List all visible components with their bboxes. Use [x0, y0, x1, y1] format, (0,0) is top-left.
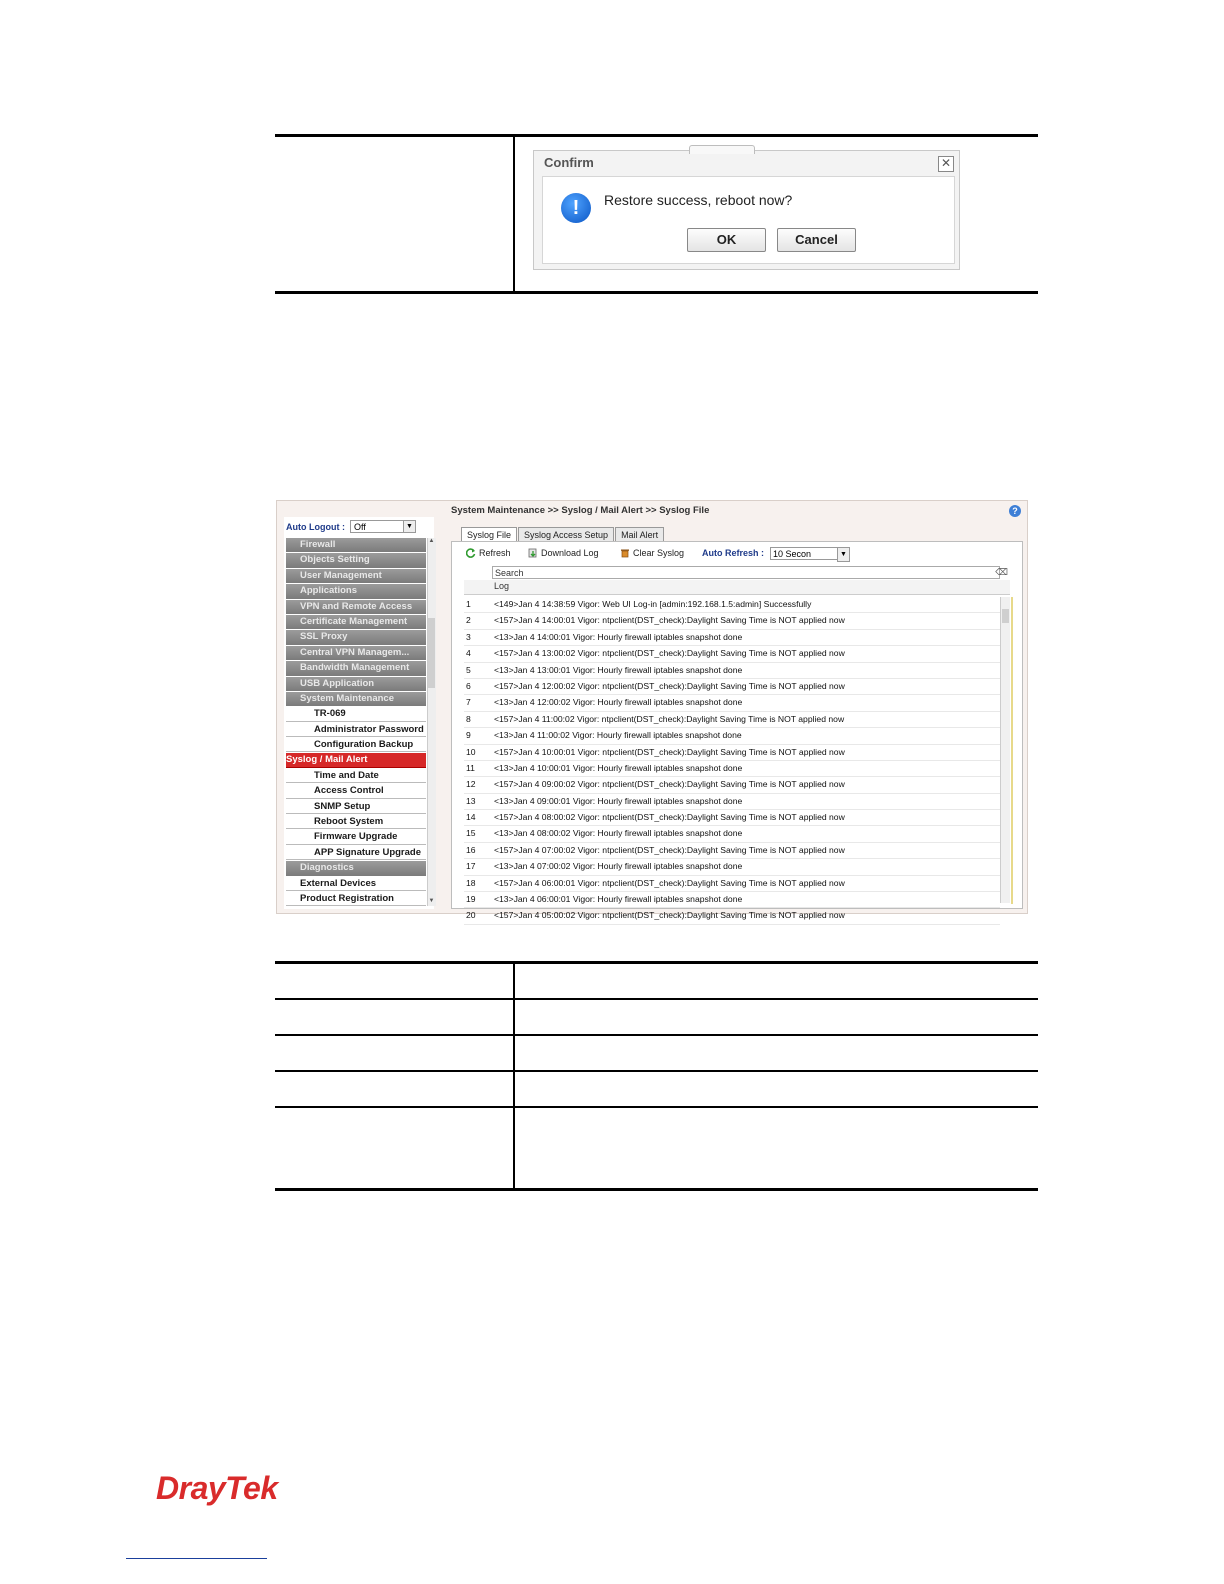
table-row[interactable]	[464, 859, 1000, 875]
sidebar-item[interactable]: Firmware Upgrade	[286, 830, 426, 844]
row-number: 19	[466, 894, 476, 905]
sidebar-item[interactable]: Syslog / Mail Alert	[286, 753, 426, 767]
table-row[interactable]	[464, 630, 1000, 646]
sidebar-item[interactable]: APP Signature Upgrade	[286, 846, 426, 860]
sidebar-item[interactable]: SSL Proxy	[286, 630, 426, 644]
refresh-icon	[466, 548, 476, 558]
row-number: 14	[466, 812, 476, 823]
dialog-message: Restore success, reboot now?	[604, 192, 793, 208]
log-text: <13>Jan 4 07:00:02 Vigor: Hourly firewall iptables snapshot done	[494, 861, 743, 872]
table-row[interactable]	[464, 843, 1000, 859]
breadcrumb: System Maintenance >> Syslog / Mail Alert >> Syslog File	[451, 505, 710, 516]
scroll-up-icon[interactable]: ▲	[428, 538, 435, 544]
sidebar-item[interactable]: Reboot System	[286, 815, 426, 829]
log-header	[464, 580, 1010, 595]
row-number: 20	[466, 910, 476, 921]
sidebar-item[interactable]: User Management	[286, 569, 426, 583]
table-row-divider	[275, 1106, 1038, 1108]
row-number: 13	[466, 795, 476, 806]
log-grid	[464, 566, 1010, 921]
sidebar-item[interactable]: Central VPN Managem...	[286, 646, 426, 660]
underlying-button-edge	[689, 145, 755, 154]
table-row[interactable]	[464, 777, 1000, 793]
log-text: <13>Jan 4 14:00:01 Vigor: Hourly firewall iptables snapshot done	[494, 631, 743, 642]
auto-logout-select[interactable]	[350, 520, 416, 533]
table-row[interactable]	[464, 810, 1000, 826]
sidebar-item[interactable]: Administrator Password	[286, 723, 426, 737]
syslog-panel	[451, 541, 1023, 921]
auto-refresh-select[interactable]	[770, 547, 847, 560]
tab-bar	[461, 525, 665, 540]
table-row[interactable]	[464, 761, 1000, 777]
table-divider	[513, 137, 515, 291]
scroll-down-icon[interactable]: ▼	[428, 898, 435, 904]
scroll-thumb[interactable]	[428, 618, 435, 688]
refresh-label: Refresh	[479, 548, 511, 558]
table-row[interactable]	[464, 695, 1000, 711]
row-number: 16	[466, 844, 476, 855]
table-row[interactable]	[464, 597, 1000, 613]
log-text: <157>Jan 4 07:00:02 Vigor: ntpclient(DST_check):Daylight Saving Time is NOT applied now	[494, 844, 845, 855]
table-row[interactable]	[464, 745, 1000, 761]
router-screenshot	[276, 500, 1028, 921]
sidebar-item[interactable]: External Devices	[286, 877, 426, 891]
table-row-divider	[275, 1070, 1038, 1072]
sidebar-item[interactable]: USB Application	[286, 677, 426, 691]
sidebar-item[interactable]: Objects Setting	[286, 553, 426, 567]
auto-logout-label: Auto Logout :	[286, 522, 345, 532]
sidebar	[284, 517, 434, 909]
sidebar-scrollbar[interactable]	[427, 538, 436, 906]
logo-part1: Dray	[156, 1470, 226, 1506]
log-scrollbar[interactable]	[1000, 597, 1010, 903]
sidebar-menu	[286, 538, 426, 907]
tab[interactable]: Syslog Access Setup	[518, 527, 614, 543]
log-text: <157>Jan 4 10:00:01 Vigor: ntpclient(DST_check):Daylight Saving Time is NOT applied now	[494, 746, 845, 757]
search-input[interactable]	[492, 566, 1000, 579]
row-number: 10	[466, 746, 476, 757]
row-number: 15	[466, 828, 476, 839]
row-number: 3	[466, 631, 471, 642]
tab[interactable]: Syslog File	[461, 527, 517, 543]
download-log-label: Download Log	[541, 548, 599, 558]
log-text: <13>Jan 4 06:00:01 Vigor: Hourly firewall iptables snapshot done	[494, 894, 743, 905]
log-scroll-thumb[interactable]	[1002, 609, 1009, 623]
log-text: <157>Jan 4 14:00:01 Vigor: ntpclient(DST_check):Daylight Saving Time is NOT applied now	[494, 615, 845, 626]
auto-logout-value: Off	[354, 522, 366, 532]
doc-table-bottom	[275, 961, 1038, 1191]
table-row[interactable]	[464, 908, 1000, 924]
download-icon	[528, 548, 538, 558]
log-text: <13>Jan 4 09:00:01 Vigor: Hourly firewall iptables snapshot done	[494, 795, 743, 806]
row-number: 4	[466, 648, 471, 659]
table-row[interactable]	[464, 794, 1000, 810]
auto-refresh-value: 10 Secon	[773, 549, 812, 559]
row-number: 6	[466, 680, 471, 691]
tab[interactable]: Mail Alert	[615, 527, 664, 543]
info-icon: !	[561, 193, 591, 223]
log-text: <157>Jan 4 13:00:02 Vigor: ntpclient(DST_check):Daylight Saving Time is NOT applied now	[494, 648, 845, 659]
table-row[interactable]	[464, 613, 1000, 629]
table-row-divider	[275, 1034, 1038, 1036]
auto-refresh-label: Auto Refresh :	[702, 548, 765, 558]
table-row[interactable]	[464, 679, 1000, 695]
log-text: <13>Jan 4 11:00:02 Vigor: Hourly firewall iptables snapshot done	[494, 730, 742, 741]
log-text: <157>Jan 4 05:00:02 Vigor: ntpclient(DST_check):Daylight Saving Time is NOT applied now	[494, 910, 845, 921]
footer-link-underline	[126, 1558, 267, 1559]
sidebar-item[interactable]: TR-069	[286, 707, 426, 721]
sidebar-item[interactable]: System Maintenance	[286, 692, 426, 706]
sidebar-item[interactable]: Time and Date	[286, 769, 426, 783]
log-text: <13>Jan 4 13:00:01 Vigor: Hourly firewall iptables snapshot done	[494, 664, 743, 675]
draytek-logo	[156, 1470, 278, 1507]
row-number: 11	[466, 762, 475, 773]
sidebar-item[interactable]: Configuration Backup	[286, 738, 426, 752]
log-text: <13>Jan 4 10:00:01 Vigor: Hourly firewall iptables snapshot done	[494, 762, 743, 773]
log-text: <157>Jan 4 09:00:02 Vigor: ntpclient(DST_check):Daylight Saving Time is NOT applied now	[494, 779, 845, 790]
cancel-button[interactable]: Cancel	[777, 228, 856, 252]
close-icon[interactable]: ✕	[938, 156, 954, 172]
sidebar-item[interactable]: Diagnostics	[286, 861, 426, 875]
sidebar-item[interactable]: SNMP Setup	[286, 800, 426, 814]
row-number: 17	[466, 861, 476, 872]
chevron-down-icon[interactable]: ▼	[837, 547, 850, 562]
table-row[interactable]	[464, 892, 1000, 908]
sidebar-item[interactable]: Applications	[286, 584, 426, 598]
table-row[interactable]	[464, 876, 1000, 892]
log-text: <13>Jan 4 08:00:02 Vigor: Hourly firewall iptables snapshot done	[494, 828, 743, 839]
row-number: 9	[466, 730, 471, 741]
help-icon[interactable]: ?	[1009, 505, 1021, 517]
row-number: 2	[466, 615, 471, 626]
table-row[interactable]	[464, 663, 1000, 679]
log-text: <157>Jan 4 12:00:02 Vigor: ntpclient(DST_check):Daylight Saving Time is NOT applied now	[494, 680, 845, 691]
sidebar-item[interactable]: VPN and Remote Access	[286, 600, 426, 614]
logo-part2: Tek	[225, 1470, 278, 1506]
table-row-divider	[275, 998, 1038, 1000]
log-column-header: Log	[494, 581, 510, 591]
log-text: <149>Jan 4 14:38:59 Vigor: Web UI Log-in [admin:192.168.1.5:admin] Successfully	[494, 599, 812, 609]
sidebar-item[interactable]: Certificate Management	[286, 615, 426, 629]
sidebar-item[interactable]: Product Registration	[286, 892, 426, 906]
refresh-button[interactable]	[466, 548, 511, 558]
table-row[interactable]	[464, 826, 1000, 842]
row-number: 1	[466, 599, 471, 609]
sidebar-item[interactable]: Bandwidth Management	[286, 661, 426, 675]
table-row[interactable]	[464, 712, 1000, 728]
confirm-dialog	[533, 150, 960, 270]
table-row[interactable]	[464, 728, 1000, 744]
log-text: <157>Jan 4 06:00:01 Vigor: ntpclient(DST_check):Daylight Saving Time is NOT applied now	[494, 877, 845, 888]
log-text: <157>Jan 4 11:00:02 Vigor: ntpclient(DST_check):Daylight Saving Time is NOT applied now	[494, 713, 845, 724]
row-number: 8	[466, 713, 471, 724]
toolbar	[460, 546, 1020, 562]
clear-syslog-label: Clear Syslog	[633, 548, 685, 558]
ok-button[interactable]: OK	[687, 228, 766, 252]
row-number: 5	[466, 664, 471, 675]
clear-syslog-button[interactable]	[620, 548, 684, 558]
search-placeholder: Search	[495, 568, 524, 578]
sidebar-item[interactable]: Firewall	[286, 538, 426, 552]
row-number: 7	[466, 697, 471, 708]
grid-edge	[1011, 597, 1013, 904]
clear-search-icon[interactable]: ⌫	[995, 567, 1008, 577]
chevron-down-icon[interactable]: ▼	[403, 521, 415, 532]
trash-icon	[620, 548, 630, 558]
sidebar-item[interactable]: Access Control	[286, 784, 426, 798]
table-row[interactable]	[464, 646, 1000, 662]
row-number: 12	[466, 779, 476, 790]
log-text: <13>Jan 4 12:00:02 Vigor: Hourly firewall iptables snapshot done	[494, 697, 743, 708]
dialog-title: Confirm	[544, 155, 594, 170]
dialog-body	[542, 176, 955, 264]
download-log-button[interactable]	[528, 548, 599, 558]
log-text: <157>Jan 4 08:00:02 Vigor: ntpclient(DST_check):Daylight Saving Time is NOT applied now	[494, 812, 845, 823]
row-number: 18	[466, 877, 476, 888]
main-content	[447, 501, 1027, 921]
log-rows	[464, 597, 1000, 925]
